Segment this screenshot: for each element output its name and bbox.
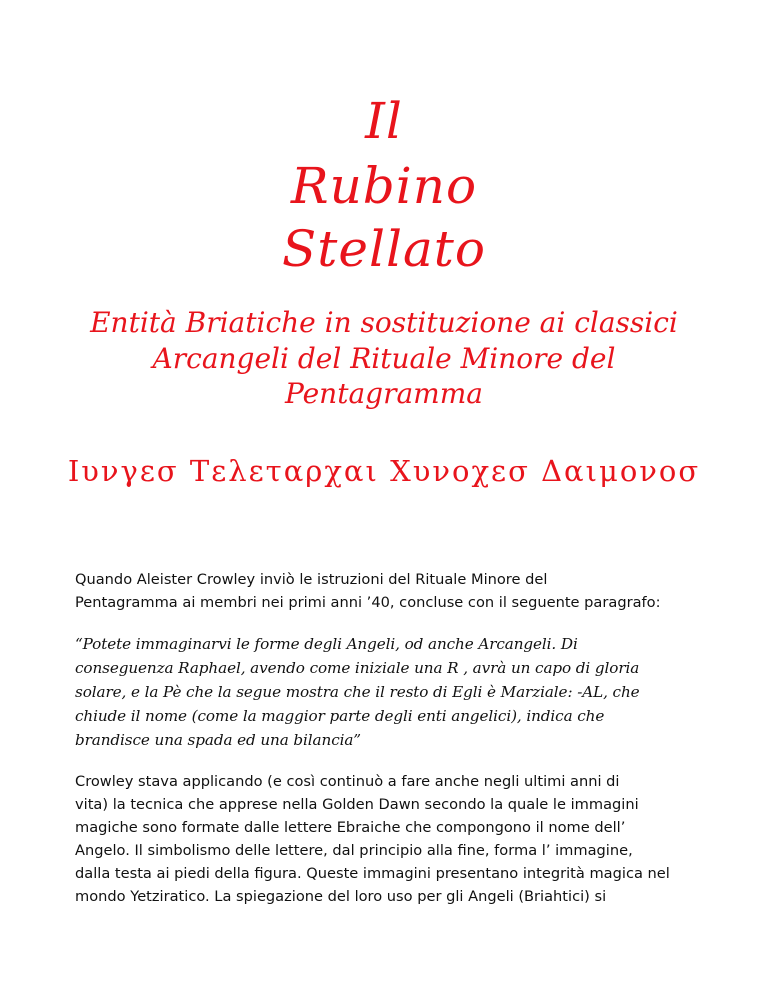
title-line-2: Rubino (290, 157, 478, 215)
quote-line: chiude il nome (come la maggior parte degli enti angelici), indica che (75, 707, 605, 725)
body-line: magiche sono formate dalle lettere Ebraiche che compongono il nome dell’ (75, 819, 626, 836)
body-line: Crowley stava applicando (e così continuò a fare anche negli ultimi anni di (75, 773, 620, 790)
quote-line: brandisce una spada ed una bilancia” (75, 731, 361, 749)
quote-line: solare, e la Pè che la segue mostra che il resto di Egli è Marziale: -AL, che (75, 683, 640, 701)
intro-paragraph (75, 568, 705, 614)
crowley-quote (75, 632, 705, 752)
subtitle-line-2: Arcangeli del Rituale Minore del (152, 342, 616, 375)
intro-line: Quando Aleister Crowley inviò le istruzioni del Rituale Minore del (75, 571, 548, 588)
body-line: Angelo. Il simbolismo delle lettere, dal principio alla fine, forma l’ immagine, (75, 842, 633, 859)
quote-line: conseguenza Raphael, avendo come iniziale una R , avrà un capo di gloria (75, 659, 640, 677)
body-line: vita) la tecnica che apprese nella Golden Dawn secondo la quale le immagini (75, 796, 639, 813)
intro-line: Pentagramma ai membri nei primi anni ’40, concluse con il seguente paragrafo: (75, 594, 661, 611)
greek-heading: Ιυνγεσ Τελεταρχαι Χυνοχεσ Δαιμονοσ (67, 454, 701, 488)
subtitle-line-3: Pentagramma (285, 377, 483, 410)
quote-line: “Potete immaginarvi le forme degli Angeli, od anche Arcangeli. Di (75, 635, 578, 653)
subtitle-line-1: Entità Briatiche in sostituzione ai classici (90, 306, 678, 339)
body-paragraph (75, 770, 705, 908)
title-line-3: Stellato (282, 220, 486, 278)
body-line: mondo Yetziratico. La spiegazione del loro uso per gli Angeli (Briahtici) si (75, 888, 607, 905)
body-line: dalla testa ai piedi della figura. Queste immagini presentano integrità magica nel (75, 865, 670, 882)
title-line-1: Il (365, 92, 403, 150)
